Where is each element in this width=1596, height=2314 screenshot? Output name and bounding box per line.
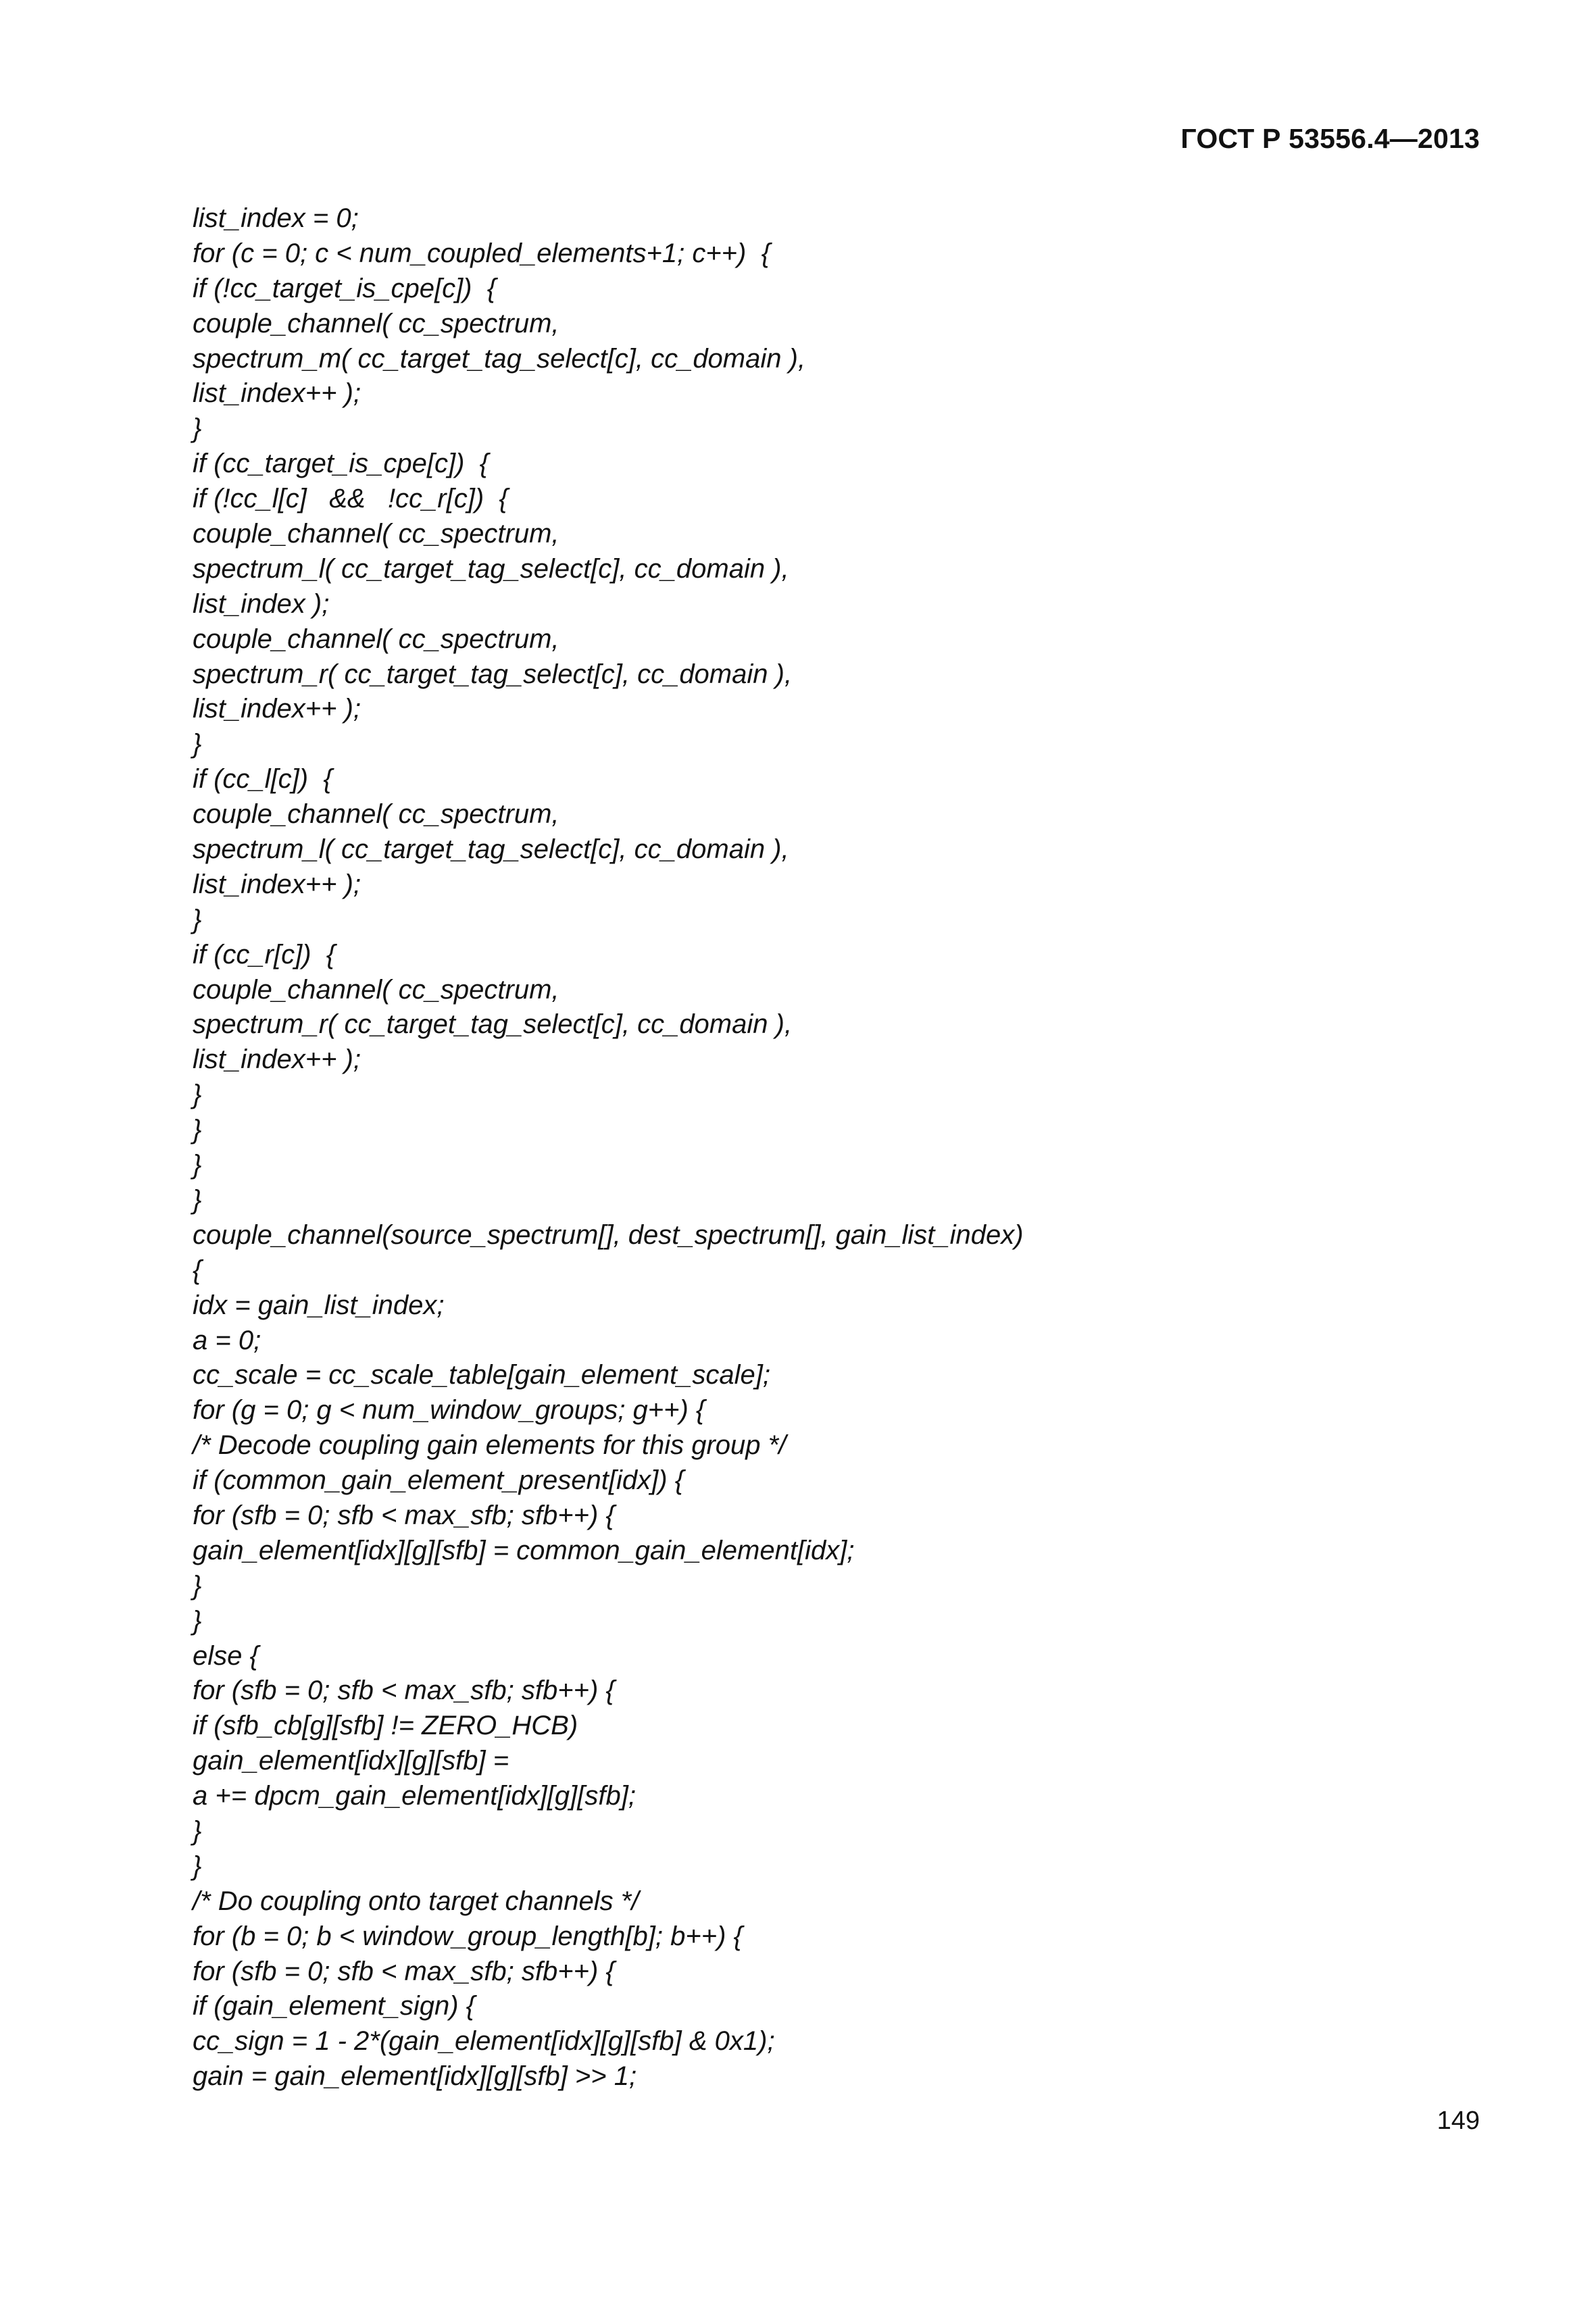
code-line: } bbox=[193, 1184, 202, 1215]
code-line: } bbox=[193, 729, 202, 759]
page-header-standard-id: ГОСТ Р 53556.4—2013 bbox=[1180, 123, 1480, 154]
code-line: if (gain_element_sign) { bbox=[193, 1991, 476, 2021]
code-line: for (b = 0; b < window_group_length[b]; b++) { bbox=[193, 1921, 743, 1951]
code-line: couple_channel( cc_spectrum, bbox=[193, 624, 559, 654]
code-listing bbox=[193, 201, 1476, 2094]
code-line: } bbox=[193, 1815, 202, 1846]
code-line: couple_channel(source_spectrum[], dest_spectrum[], gain_list_index) bbox=[193, 1219, 1024, 1250]
code-line: list_index++ ); bbox=[193, 378, 361, 409]
code-line: couple_channel( cc_spectrum, bbox=[193, 799, 559, 830]
code-line: list_index ); bbox=[193, 588, 330, 619]
code-line: /* Do coupling onto target channels */ bbox=[193, 1886, 639, 1916]
code-line: spectrum_l( cc_target_tag_select[c], cc_domain ), bbox=[193, 553, 789, 584]
code-line: } bbox=[193, 1080, 202, 1110]
code-line: if (cc_r[c]) { bbox=[193, 939, 336, 970]
code-line: list_index = 0; bbox=[193, 203, 359, 233]
code-line: if (cc_target_is_cpe[c]) { bbox=[193, 449, 489, 479]
code-line: couple_channel( cc_spectrum, bbox=[193, 519, 559, 549]
code-line: spectrum_r( cc_target_tag_select[c], cc_domain ), bbox=[193, 659, 793, 689]
code-line: for (sfb = 0; sfb < max_sfb; sfb++) { bbox=[193, 1956, 615, 1986]
code-line: idx = gain_list_index; bbox=[193, 1290, 445, 1320]
code-line: } bbox=[193, 904, 202, 934]
code-line: gain_element[idx][g][sfb] = common_gain_element[idx]; bbox=[193, 1535, 855, 1565]
code-line: for (sfb = 0; sfb < max_sfb; sfb++) { bbox=[193, 1676, 615, 1706]
code-line: a += dpcm_gain_element[idx][g][sfb]; bbox=[193, 1781, 636, 1811]
code-line: if (common_gain_element_present[idx]) { bbox=[193, 1465, 684, 1496]
code-line: { bbox=[193, 1255, 202, 1285]
code-line: cc_sign = 1 - 2*(gain_element[idx][g][sfb] & 0x1); bbox=[193, 2026, 775, 2057]
page-number: 149 bbox=[1437, 2107, 1480, 2135]
code-line: list_index++ ); bbox=[193, 869, 361, 899]
code-line: } bbox=[193, 1115, 202, 1145]
code-line: } bbox=[193, 1570, 202, 1601]
code-line: /* Decode coupling gain elements for this group */ bbox=[193, 1430, 787, 1461]
code-line: if (sfb_cb[g][sfb] != ZERO_HCB) bbox=[193, 1711, 578, 1741]
code-line: cc_scale = cc_scale_table[gain_element_scale]; bbox=[193, 1360, 770, 1390]
code-line: a = 0; bbox=[193, 1325, 261, 1355]
code-line: couple_channel( cc_spectrum, bbox=[193, 308, 559, 338]
code-line: for (c = 0; c < num_coupled_elements+1; c++) { bbox=[193, 238, 770, 268]
code-line: } bbox=[193, 1150, 202, 1180]
code-line: for (sfb = 0; sfb < max_sfb; sfb++) { bbox=[193, 1500, 615, 1530]
code-line: spectrum_r( cc_target_tag_select[c], cc_domain ), bbox=[193, 1009, 793, 1040]
code-line: couple_channel( cc_spectrum, bbox=[193, 974, 559, 1005]
code-line: } bbox=[193, 413, 202, 444]
code-line: list_index++ ); bbox=[193, 694, 361, 724]
code-line: else { bbox=[193, 1640, 259, 1671]
code-line: gain = gain_element[idx][g][sfb] >> 1; bbox=[193, 2061, 637, 2092]
code-line: for (g = 0; g < num_window_groups; g++) { bbox=[193, 1395, 705, 1426]
code-line: spectrum_l( cc_target_tag_select[c], cc_domain ), bbox=[193, 834, 789, 865]
code-line: list_index++ ); bbox=[193, 1045, 361, 1075]
code-line: } bbox=[193, 1605, 202, 1636]
code-line: gain_element[idx][g][sfb] = bbox=[193, 1746, 509, 1776]
code-line: if (!cc_l[c] && !cc_r[c]) { bbox=[193, 484, 508, 514]
code-line: spectrum_m( cc_target_tag_select[c], cc_domain ), bbox=[193, 343, 806, 374]
code-line: if (cc_l[c]) { bbox=[193, 764, 332, 795]
code-line: } bbox=[193, 1851, 202, 1881]
code-line: if (!cc_target_is_cpe[c]) { bbox=[193, 273, 497, 303]
